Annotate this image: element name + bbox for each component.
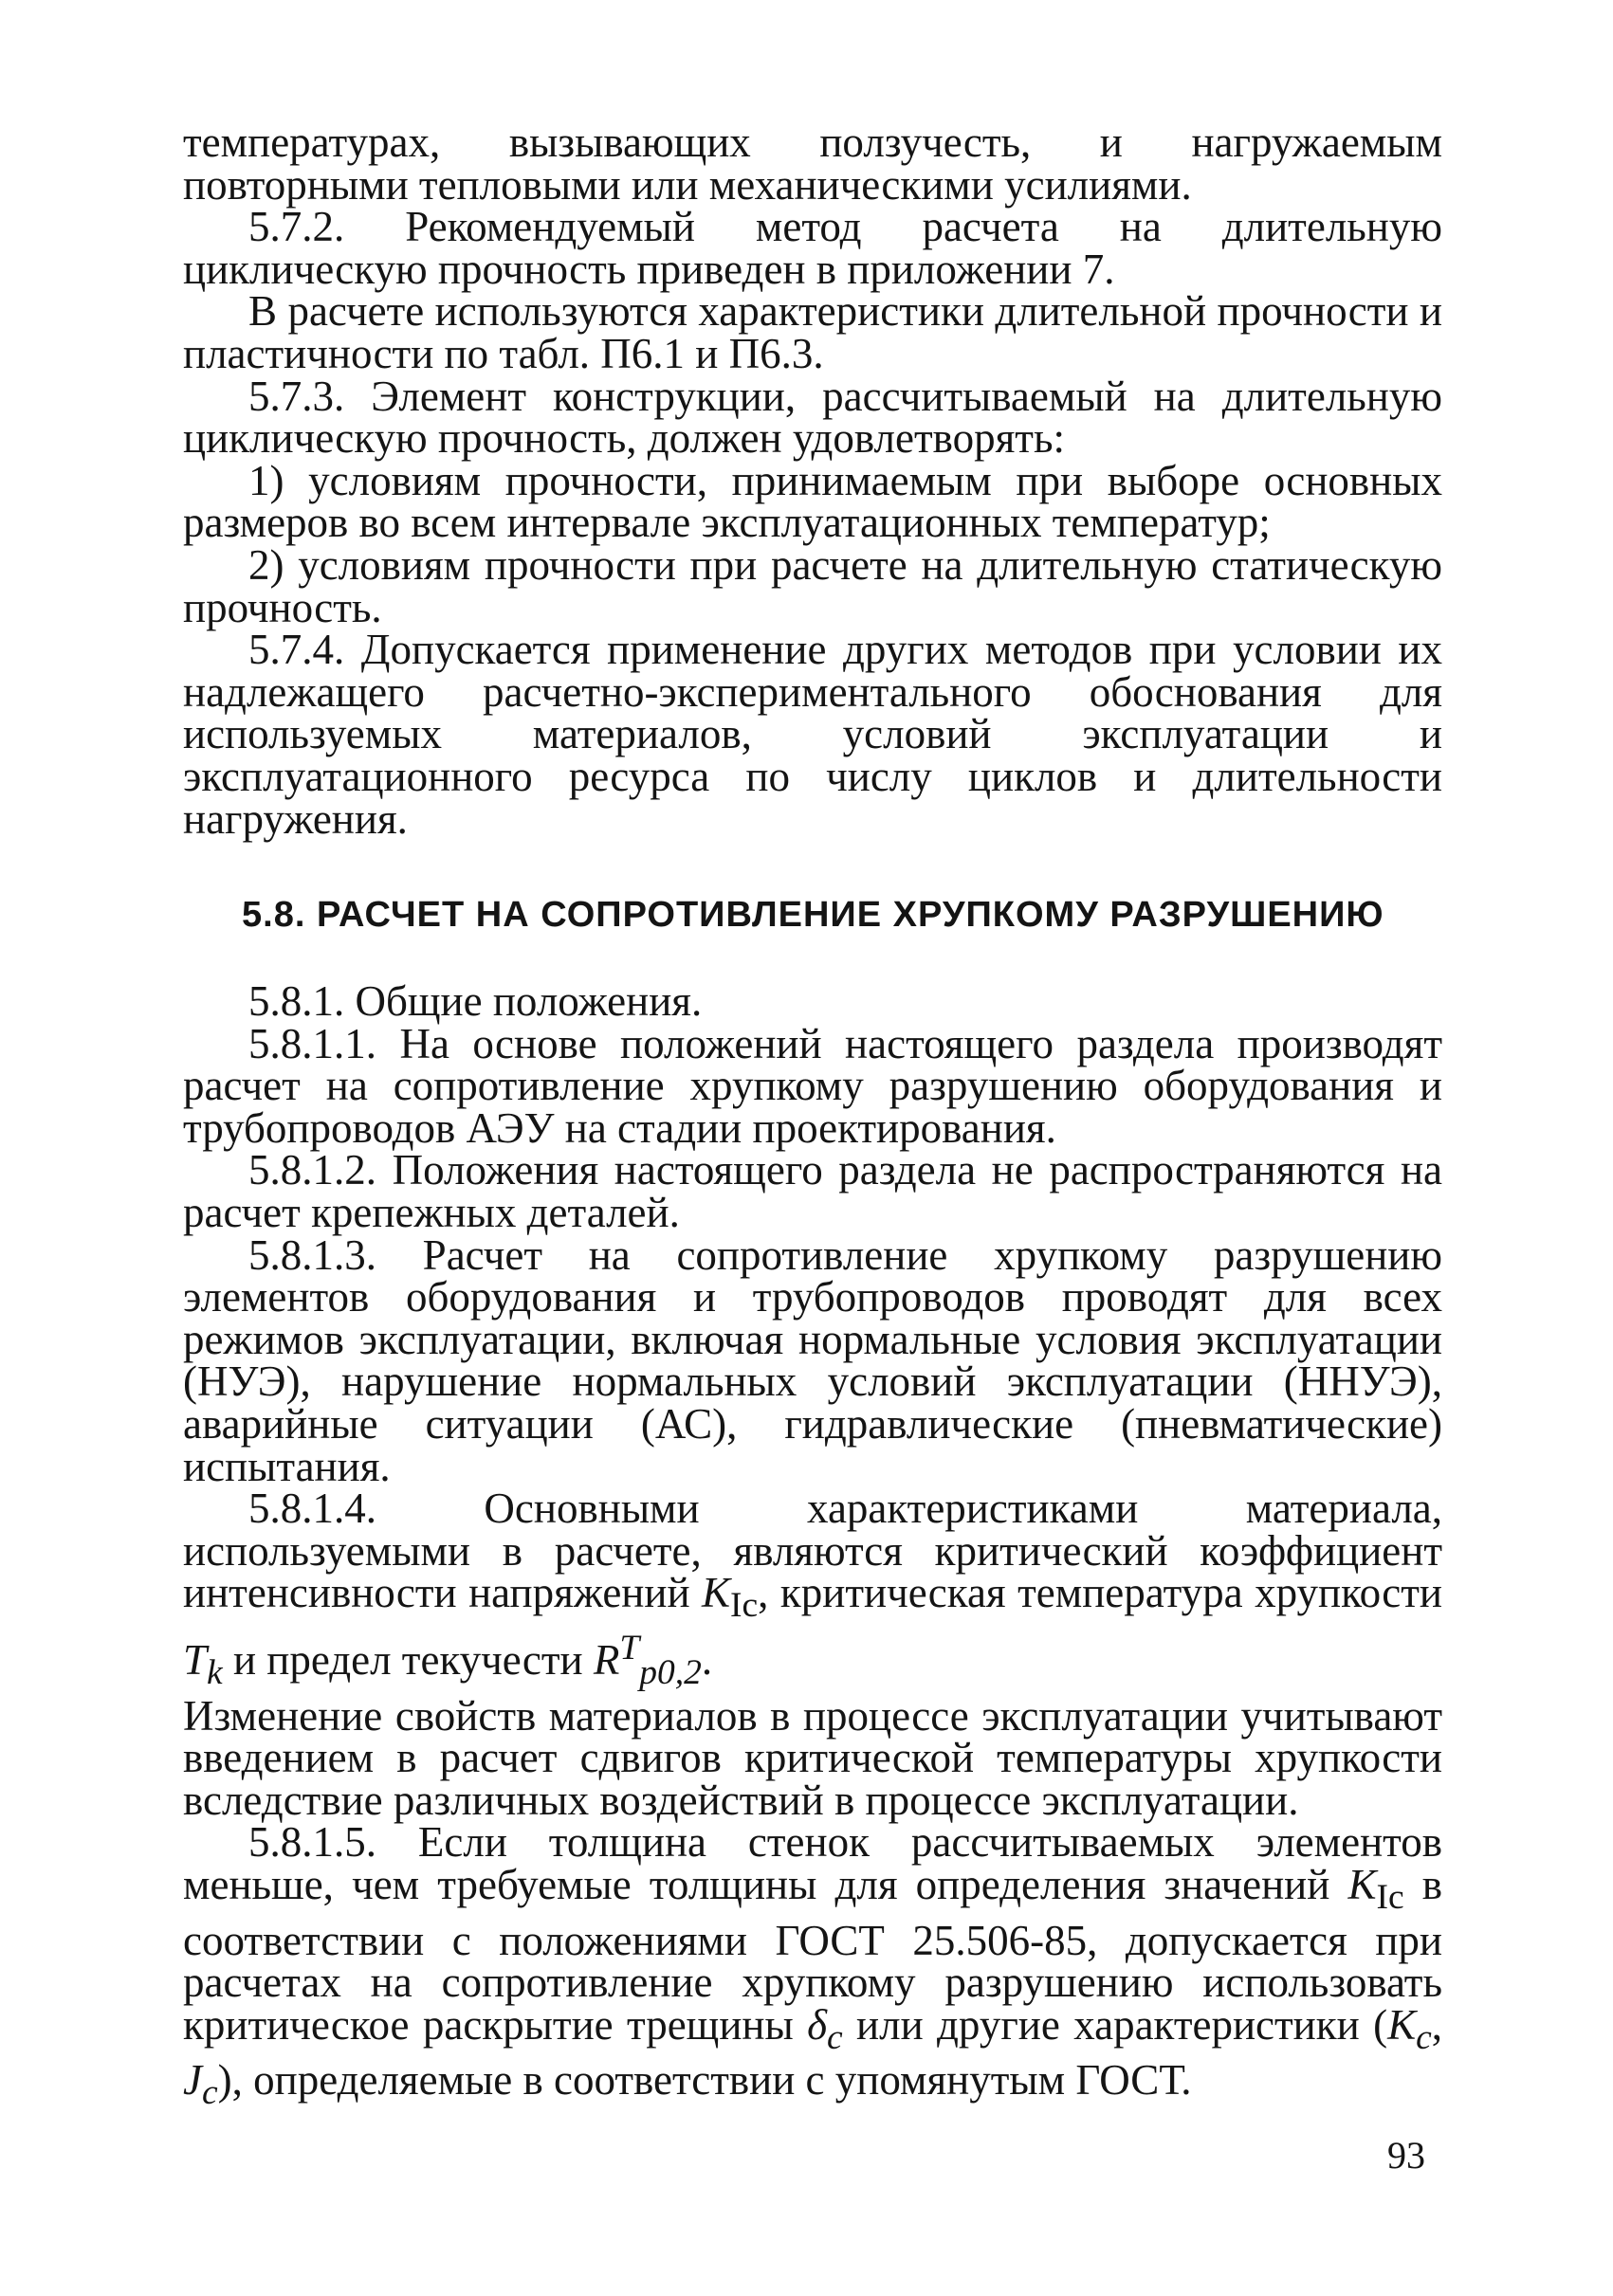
subscript-ic: Ic <box>1376 1877 1404 1917</box>
paragraph-continuation: температурах, вызывающих ползучесть, и нагружаемым повторными тепловыми или механическими усилиями. <box>183 118 1442 209</box>
symbol-jc: J <box>183 2056 202 2105</box>
text-run: или другие характеристики ( <box>842 2000 1388 2049</box>
paragraph-property-change: Изменение свойств материалов в процессе эксплуатации учитывают введением в расчет сдвигов критической температуры хрупкости вследствие различных воздействий в процессе эксплуатации. <box>183 1691 1442 1824</box>
subscript-ic: Ic <box>730 1586 759 1626</box>
subscript-p02: p0,2 <box>639 1653 702 1692</box>
symbol-k: K <box>1347 1860 1377 1908</box>
paragraph-5-8-1-3: 5.8.1.3. Расчет на сопротивление хрупкому разрушению элементов оборудования и трубопроводов проводят для всех режимов эксплуатации, включая нормальные условия эксплуатации (НУЭ), нарушение нормальных условий эксплуатации (ННУЭ), аварийные ситуации (АС), гидравлические (пневматические) испытания. <box>183 1230 1442 1490</box>
list-item-1: 1) условиям прочности, принимаемым при выборе основных размеров во всем интервале эксплуатационных температур; <box>183 456 1442 547</box>
subscript-c: c <box>201 2073 218 2113</box>
text-run: . <box>701 1636 713 1684</box>
superscript-t: T <box>619 1629 640 1667</box>
paragraph-5-8-1-1: 5.8.1.1. На основе положений настоящего раздела производят расчет на сопротивление хрупкому разрушению оборудования и трубопроводов АЭУ на стадии проектирования. <box>183 1019 1442 1152</box>
text-run: в соответствии с положениями ГОСТ 25.506-85, допускается при расчетах на сопротивление хрупкому разрушению использовать критическое раскрытие трещины <box>183 1860 1442 2049</box>
paragraph-5-7-3: 5.7.3. Элемент конструкции, рассчитываемый на длительную циклическую прочность, должен удовлетворять: <box>183 372 1442 463</box>
page-number: 93 <box>1387 2134 1425 2177</box>
paragraph-5-8-1-5 <box>183 1818 1442 2115</box>
subscript-c: c <box>1416 2017 1432 2057</box>
text-run: , <box>1431 2000 1442 2049</box>
paragraph-5-8-1-4 <box>183 1487 1442 1694</box>
symbol-kc: K <box>1387 2000 1417 2049</box>
paragraph-5-8-1: 5.8.1. Общие положения. <box>248 977 703 1026</box>
subscript-k: k <box>207 1653 223 1692</box>
paragraph-5-8-1-2: 5.8.1.2. Положения настоящего раздела не распространяются на расчет крепежных деталей. <box>183 1146 1442 1237</box>
symbol-t: T <box>183 1636 208 1684</box>
symbol-delta: δ <box>807 2000 828 2049</box>
paragraph-5-7-2: 5.7.2. Рекомендуемый метод расчета на длительную циклическую прочность приведен в приложении 7. <box>183 203 1442 293</box>
paragraph-calc-characteristics: В расчете используются характеристики длительной прочности и пластичности по табл. П6.1 и П6.3. <box>183 287 1442 377</box>
list-item-2: 2) условиям прочности при расчете на длительную статическую прочность. <box>183 540 1442 631</box>
section-heading: 5.8. РАСЧЕТ НА СОПРОТИВЛЕНИЕ ХРУПКОМУ РАЗРУШЕНИЮ <box>242 895 1384 936</box>
symbol-r: R <box>593 1636 620 1684</box>
text-column <box>183 118 1442 2115</box>
paragraph-5-7-4: 5.7.4. Допускается применение других методов при условии их надлежащего расчетно-экспериментального обоснования для используемых материалов, условий эксплуатации и эксплуатационного ресурса по числу циклов и длительности нагружения. <box>183 626 1442 843</box>
text-run: и предел текучести <box>222 1636 594 1684</box>
text-run: 5.8.1.4. Основными характеристиками материала, используемыми в расчете, являются критический коэффициент интенсивности напряжений <box>183 1485 1442 1617</box>
subscript-c: c <box>827 2017 843 2057</box>
symbol-k: K <box>702 1569 731 1617</box>
text-run: , критическая температура хрупкости <box>758 1569 1442 1617</box>
text-run: ), определяемые в соответствии с упомянутым ГОСТ. <box>217 2056 1192 2105</box>
text-run: 5.8.1.5. Если толщина стенок рассчитываемых элементов меньше, чем требуемые толщины для определения значений <box>183 1818 1442 1908</box>
